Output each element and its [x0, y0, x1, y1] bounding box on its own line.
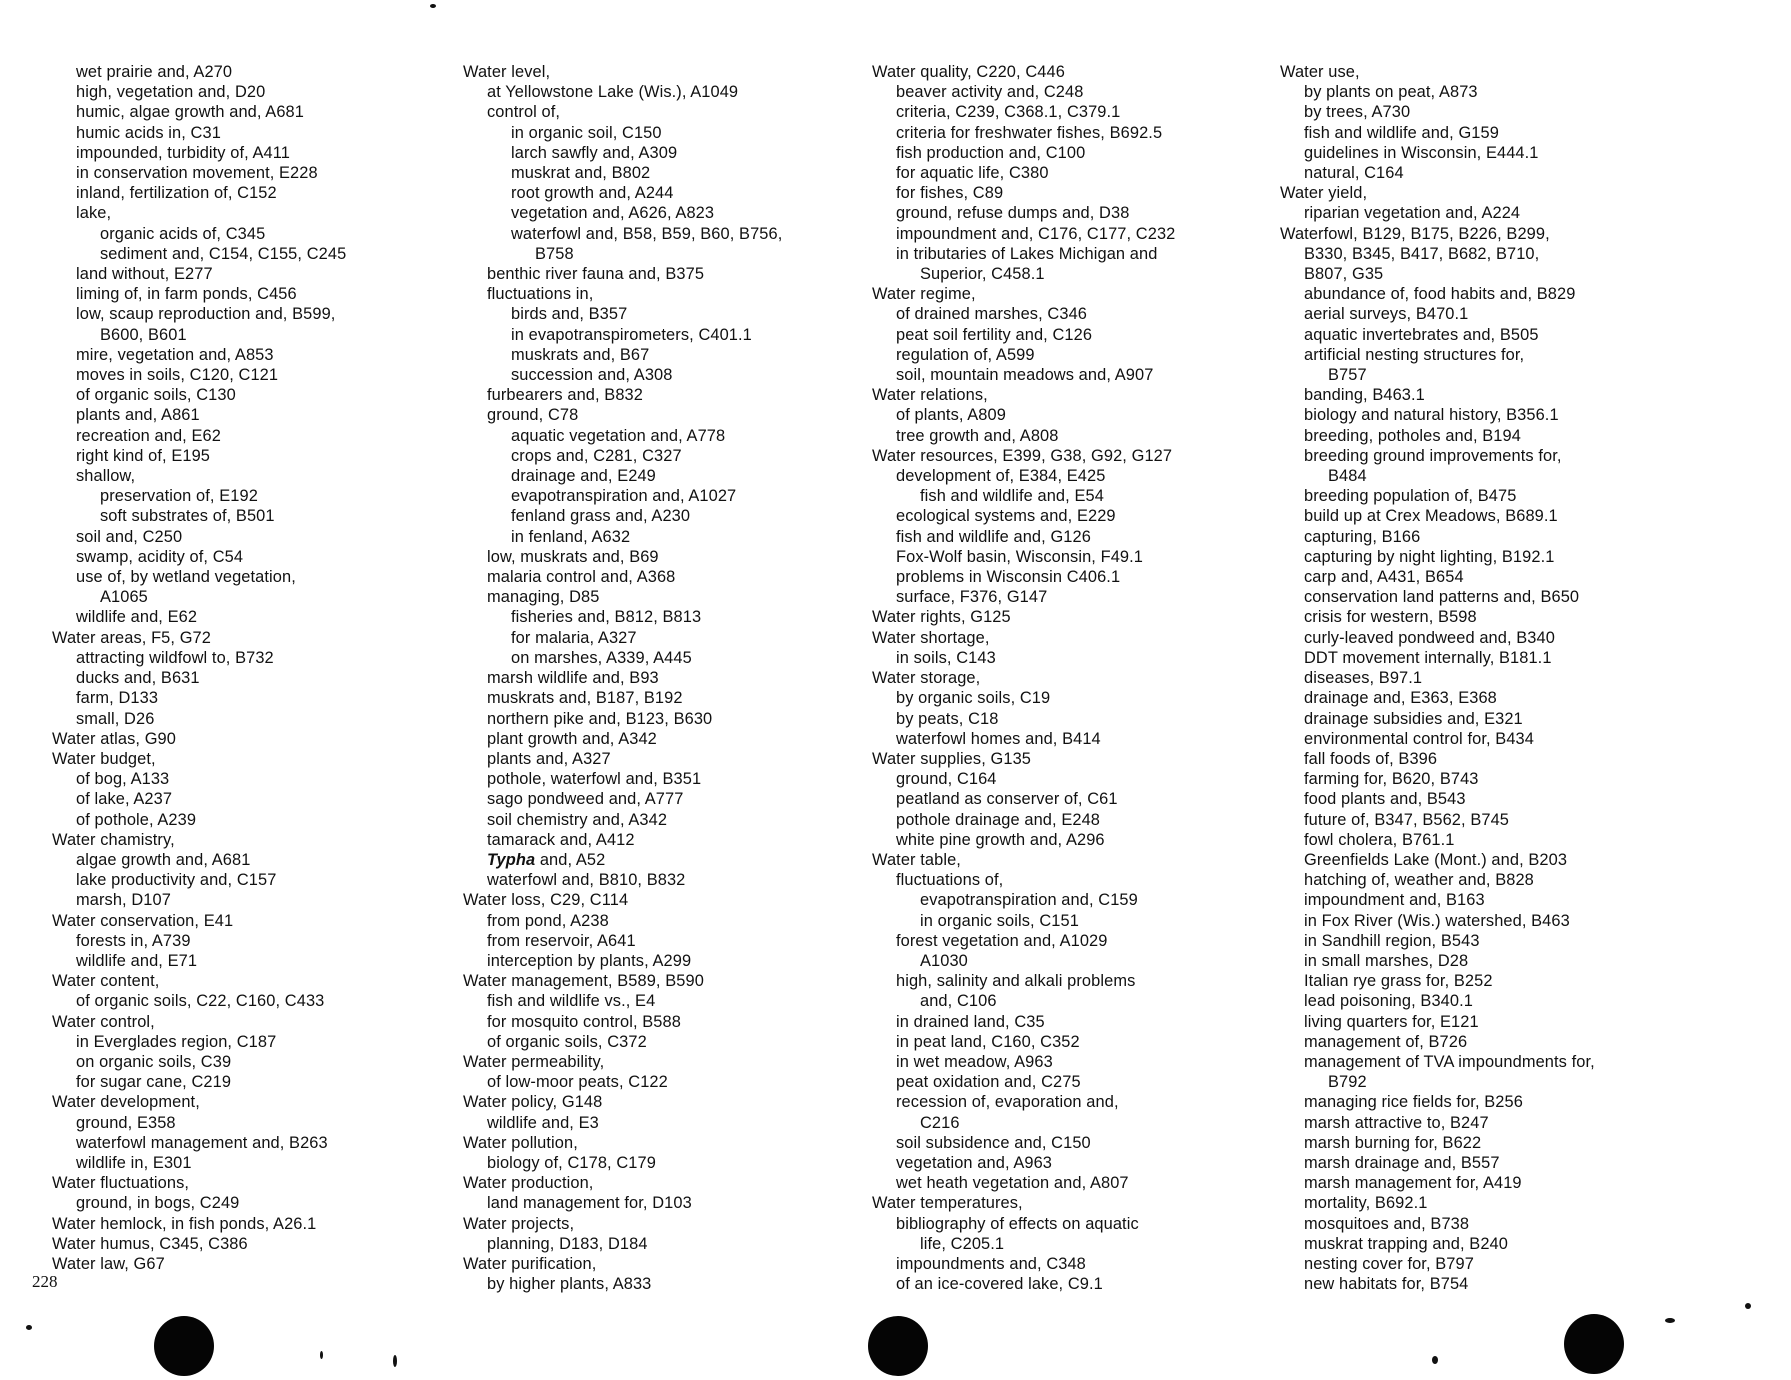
- index-subentry: Fox-Wolf basin, Wisconsin, F49.1: [896, 547, 1144, 566]
- index-subentry: inland, fertilization of, C152: [76, 184, 277, 203]
- punch-hole-right: [1564, 1314, 1624, 1374]
- index-subentry: crops and, C281, C327: [511, 446, 682, 465]
- index-subentry: fisheries and, B812, B813: [511, 608, 702, 627]
- index-subentry: in fenland, A632: [511, 527, 631, 546]
- index-subentry: diseases, B97.1: [1304, 669, 1423, 688]
- index-subentry: ground, C164: [896, 770, 997, 789]
- index-subentry: low, muskrats and, B69: [487, 547, 659, 566]
- index-heading: Water yield,: [1280, 184, 1368, 203]
- index-subentry: managing, D85: [487, 588, 600, 607]
- index-subentry: mosquitoes and, B738: [1304, 1214, 1470, 1233]
- index-heading: Water fluctuations,: [52, 1174, 190, 1193]
- index-subentry: swamp, acidity of, C54: [76, 547, 244, 566]
- index-subentry: impoundments and, C348: [896, 1254, 1086, 1273]
- index-subentry: fish production and, C100: [896, 143, 1086, 162]
- index-subentry: low, scaup reproduction and, B599,: [76, 305, 336, 324]
- scan-speck: [430, 4, 436, 8]
- index-subentry: in peat land, C160, C352: [896, 1032, 1080, 1051]
- index-column-3: [872, 62, 1277, 1294]
- index-subentry: in organic soil, C150: [511, 123, 662, 142]
- index-heading: Water development,: [52, 1093, 200, 1112]
- index-subentry: in drained land, C35: [896, 1012, 1045, 1031]
- index-subentry: development of, E384, E425: [896, 467, 1106, 486]
- index-subentry: capturing, B166: [1304, 527, 1421, 546]
- index-subentry: abundance of, food habits and, B829: [1304, 285, 1576, 304]
- index-subentry: of low-moor peats, C122: [487, 1073, 668, 1092]
- index-subentry: breeding ground improvements for,: [1304, 446, 1562, 465]
- index-subentry: of bog, A133: [76, 770, 170, 789]
- index-heading: Water resources, E399, G38, G92, G127: [872, 446, 1173, 465]
- index-subentry: root growth and, A244: [511, 184, 674, 203]
- index-subentry: birds and, B357: [511, 305, 628, 324]
- index-heading: Water hemlock, in fish ponds, A26.1: [52, 1214, 317, 1233]
- index-heading: Water temperatures,: [872, 1194, 1023, 1213]
- index-subentry: drainage and, E249: [511, 467, 656, 486]
- index-heading: Water table,: [872, 850, 961, 869]
- index-subentry: waterfowl homes and, B414: [896, 729, 1101, 748]
- index-subentry: from reservoir, A641: [487, 931, 636, 950]
- index-heading: Water storage,: [872, 669, 981, 688]
- index-subentry: lake,: [76, 204, 112, 223]
- index-subentry: Superior, C458.1: [920, 265, 1045, 284]
- index-subentry: liming of, in farm ponds, C456: [76, 285, 297, 304]
- index-subentry: benthic river fauna and, B375: [487, 265, 705, 284]
- scan-speck: [26, 1325, 32, 1330]
- index-subentry: use of, by wetland vegetation,: [76, 568, 296, 587]
- index-subentry: marsh, D107: [76, 891, 171, 910]
- index-heading: Water projects,: [463, 1214, 575, 1233]
- index-subentry: regulation of, A599: [896, 345, 1035, 364]
- index-subentry: breeding population of, B475: [1304, 487, 1517, 506]
- index-subentry: mire, vegetation and, A853: [76, 345, 274, 364]
- index-subentry: of lake, A237: [76, 790, 173, 809]
- index-column-4: [1280, 62, 1685, 1294]
- index-subentry: right kind of, E195: [76, 446, 211, 465]
- index-subentry: fowl cholera, B761.1: [1304, 830, 1455, 849]
- page-number: 228: [32, 1272, 58, 1291]
- index-subentry: soft substrates of, B501: [100, 507, 275, 526]
- index-subentry: capturing by night lighting, B192.1: [1304, 547, 1555, 566]
- index-subentry: by trees, A730: [1304, 103, 1411, 122]
- index-subentry: from pond, A238: [487, 911, 609, 930]
- index-subentry: muskrat and, B802: [511, 164, 651, 183]
- index-subentry: environmental control for, B434: [1304, 729, 1534, 748]
- index-subentry: wildlife in, E301: [76, 1153, 192, 1172]
- index-subentry: interception by plants, A299: [487, 951, 692, 970]
- index-subentry: forest vegetation and, A1029: [896, 931, 1108, 950]
- index-subentry: small, D26: [76, 709, 155, 728]
- index-heading: Water pollution,: [463, 1133, 578, 1152]
- index-subentry: in organic soils, C151: [920, 911, 1079, 930]
- index-subentry: criteria for freshwater fishes, B692.5: [896, 123, 1163, 142]
- index-subentry: peat oxidation and, C275: [896, 1073, 1081, 1092]
- index-subentry: farm, D133: [76, 689, 159, 708]
- index-subentry: evapotranspiration and, C159: [920, 891, 1138, 910]
- scan-speck: [393, 1355, 397, 1367]
- index-subentry: A1065: [100, 588, 148, 607]
- index-subentry: waterfowl and, B58, B59, B60, B756,: [511, 224, 783, 243]
- index-subentry: vegetation and, A626, A823: [511, 204, 715, 223]
- index-subentry: fenland grass and, A230: [511, 507, 691, 526]
- index-subentry: at Yellowstone Lake (Wis.), A1049: [487, 83, 739, 102]
- index-subentry: humic, algae growth and, A681: [76, 103, 304, 122]
- index-subentry: marsh management for, A419: [1304, 1174, 1522, 1193]
- index-subentry: lake productivity and, C157: [76, 871, 277, 890]
- index-subentry: humic acids in, C31: [76, 123, 221, 142]
- index-subentry: riparian vegetation and, A224: [1304, 204, 1521, 223]
- index-subentry: curly-leaved pondweed and, B340: [1304, 628, 1555, 647]
- index-subentry: for aquatic life, C380: [896, 164, 1049, 183]
- index-subentry: impoundment and, B163: [1304, 891, 1485, 910]
- index-subentry: high, vegetation and, D20: [76, 83, 266, 102]
- index-subentry: future of, B347, B562, B745: [1304, 810, 1509, 829]
- index-subentry: of organic soils, C372: [487, 1032, 647, 1051]
- index-heading: Water control,: [52, 1012, 155, 1031]
- index-heading: Water rights, G125: [872, 608, 1011, 627]
- index-subentry: A1030: [920, 951, 968, 970]
- index-subentry: in wet meadow, A963: [896, 1052, 1053, 1071]
- scan-speck: [1745, 1303, 1751, 1309]
- punch-hole-left: [154, 1316, 214, 1376]
- index-subentry: fall foods of, B396: [1304, 749, 1438, 768]
- index-subentry: sago pondweed and, A777: [487, 790, 684, 809]
- index-heading: Water management, B589, B590: [463, 972, 704, 991]
- index-heading: Water production,: [463, 1174, 594, 1193]
- index-heading: Water level,: [463, 63, 551, 81]
- index-subentry: crisis for western, B598: [1304, 608, 1477, 627]
- index-subentry: managing rice fields for, B256: [1304, 1093, 1523, 1112]
- index-subentry: shallow,: [76, 467, 136, 486]
- index-subentry: B600, B601: [100, 325, 187, 344]
- index-subentry: moves in soils, C120, C121: [76, 366, 279, 385]
- index-subentry: breeding, potholes and, B194: [1304, 426, 1521, 445]
- index-subentry: of organic soils, C22, C160, C433: [76, 992, 325, 1011]
- index-subentry: in soils, C143: [896, 648, 996, 667]
- index-subentry: by organic soils, C19: [896, 689, 1051, 708]
- index-subentry: of plants, A809: [896, 406, 1006, 425]
- index-subentry: tamarack and, A412: [487, 830, 635, 849]
- index-subentry: by peats, C18: [896, 709, 999, 728]
- index-subentry: artificial nesting structures for,: [1304, 345, 1525, 364]
- index-subentry: of pothole, A239: [76, 810, 197, 829]
- scan-speck: [320, 1351, 323, 1359]
- index-subentry: ground, E358: [76, 1113, 176, 1132]
- index-subentry: aquatic invertebrates and, B505: [1304, 325, 1539, 344]
- index-subentry: furbearers and, B832: [487, 386, 643, 405]
- index-subentry: attracting wildfowl to, B732: [76, 648, 274, 667]
- index-subentry: impounded, turbidity of, A411: [76, 143, 290, 162]
- index-subentry: wildlife and, E62: [76, 608, 198, 627]
- index-subentry: ground, C78: [487, 406, 579, 425]
- index-subentry: wildlife and, E71: [76, 951, 198, 970]
- index-subentry: surface, F376, G147: [896, 588, 1048, 607]
- index-subentry: wet heath vegetation and, A807: [896, 1174, 1129, 1193]
- index-subentry: new habitats for, B754: [1304, 1275, 1469, 1294]
- index-subentry: hatching of, weather and, B828: [1304, 871, 1534, 890]
- index-subentry: B792: [1328, 1073, 1367, 1092]
- index-subentry: algae growth and, A681: [76, 850, 251, 869]
- index-subentry: bibliography of effects on aquatic: [896, 1214, 1139, 1233]
- index-subentry: aerial surveys, B470.1: [1304, 305, 1469, 324]
- index-subentry: marsh wildlife and, B93: [487, 669, 659, 688]
- index-heading: Waterfowl, B129, B175, B226, B299,: [1280, 224, 1550, 243]
- index-subentry: marsh drainage and, B557: [1304, 1153, 1500, 1172]
- index-subentry: B330, B345, B417, B682, B710,: [1304, 244, 1540, 263]
- index-subentry: plants and, A861: [76, 406, 200, 425]
- index-subentry: fish and wildlife vs., E4: [487, 992, 656, 1011]
- index-subentry: management of TVA impoundments for,: [1304, 1052, 1595, 1071]
- index-subentry: pothole drainage and, E248: [896, 810, 1101, 829]
- index-subentry: ground, refuse dumps and, D38: [896, 204, 1130, 223]
- index-subentry: wildlife and, E3: [487, 1113, 599, 1132]
- index-subentry: lead poisoning, B340.1: [1304, 992, 1473, 1011]
- index-subentry: tree growth and, A808: [896, 426, 1059, 445]
- index-heading: Water policy, G148: [463, 1093, 603, 1112]
- index-subentry: high, salinity and alkali problems: [896, 972, 1136, 991]
- index-subentry: C216: [920, 1113, 960, 1132]
- scan-speck: [1432, 1356, 1438, 1364]
- index-heading: Water relations,: [872, 386, 988, 405]
- index-subentry: impoundment and, C176, C177, C232: [896, 224, 1176, 243]
- index-subentry: white pine growth and, A296: [896, 830, 1105, 849]
- index-subentry: drainage subsidies and, E321: [1304, 709, 1523, 728]
- index-heading: Water conservation, E41: [52, 911, 234, 930]
- index-subentry: for sugar cane, C219: [76, 1073, 232, 1092]
- index-subentry: preservation of, E192: [100, 487, 258, 506]
- index-column-2: [463, 62, 868, 1294]
- index-subentry: wet prairie and, A270: [76, 63, 233, 81]
- index-subentry: soil chemistry and, A342: [487, 810, 668, 829]
- index-subentry: problems in Wisconsin C406.1: [896, 568, 1121, 587]
- index-subentry: recession of, evaporation and,: [896, 1093, 1119, 1112]
- index-subentry: fish and wildlife and, E54: [920, 487, 1104, 506]
- index-subentry: living quarters for, E121: [1304, 1012, 1479, 1031]
- index-subentry: muskrat trapping and, B240: [1304, 1234, 1508, 1253]
- index-heading: Water humus, C345, C386: [52, 1234, 248, 1253]
- index-subentry: in conservation movement, E228: [76, 164, 318, 183]
- index-subentry: for fishes, C89: [896, 184, 1004, 203]
- index-subentry: peat soil fertility and, C126: [896, 325, 1093, 344]
- index-subentry: biology of, C178, C179: [487, 1153, 656, 1172]
- index-subentry: plants and, A327: [487, 749, 611, 768]
- index-subentry: in tributaries of Lakes Michigan and: [896, 244, 1158, 263]
- index-subentry: ground, in bogs, C249: [76, 1194, 240, 1213]
- index-subentry: for malaria, A327: [511, 628, 637, 647]
- index-subentry: recreation and, E62: [76, 426, 221, 445]
- index-subentry: life, C205.1: [920, 1234, 1005, 1253]
- index-subentry: and, C106: [920, 992, 997, 1011]
- index-subentry: biology and natural history, B356.1: [1304, 406, 1559, 425]
- index-subentry: in small marshes, D28: [1304, 951, 1469, 970]
- index-subentry: fish and wildlife and, G126: [896, 527, 1091, 546]
- index-subentry: drainage and, E363, E368: [1304, 689, 1497, 708]
- index-heading: Water law, G67: [52, 1254, 165, 1273]
- index-subentry: on marshes, A339, A445: [511, 648, 692, 667]
- index-subentry: B484: [1328, 467, 1367, 486]
- index-subentry: muskrats and, B67: [511, 345, 650, 364]
- index-subentry: organic acids of, C345: [100, 224, 266, 243]
- index-subentry: plant growth and, A342: [487, 729, 657, 748]
- index-subentry: succession and, A308: [511, 366, 673, 385]
- index-heading: Water regime,: [872, 285, 976, 304]
- index-subentry: in Fox River (Wis.) watershed, B463: [1304, 911, 1570, 930]
- index-subentry: by plants on peat, A873: [1304, 83, 1478, 102]
- index-subentry: malaria control and, A368: [487, 568, 676, 587]
- index-subentry: in evapotranspirometers, C401.1: [511, 325, 752, 344]
- index-subentry: muskrats and, B187, B192: [487, 689, 683, 708]
- index-subentry: of organic soils, C130: [76, 386, 236, 405]
- index-heading: Water purification,: [463, 1254, 597, 1273]
- index-heading: Water quality, C220, C446: [872, 63, 1065, 81]
- index-subentry: fish and wildlife and, G159: [1304, 123, 1499, 142]
- index-subentry: conservation land patterns and, B650: [1304, 588, 1580, 607]
- index-subentry: land management for, D103: [487, 1194, 692, 1213]
- index-heading: Water content,: [52, 972, 160, 991]
- index-subentry: management of, B726: [1304, 1032, 1468, 1051]
- index-subentry: guidelines in Wisconsin, E444.1: [1304, 143, 1539, 162]
- index-subentry: peatland as conserver of, C61: [896, 790, 1118, 809]
- index-subentry: Greenfields Lake (Mont.) and, B203: [1304, 850, 1568, 869]
- index-subentry: farming for, B620, B743: [1304, 770, 1479, 789]
- index-subentry: northern pike and, B123, B630: [487, 709, 713, 728]
- index-heading: Water loss, C29, C114: [463, 891, 629, 910]
- index-subentry: soil subsidence and, C150: [896, 1133, 1091, 1152]
- index-heading: Water use,: [1280, 63, 1360, 81]
- index-subentry: Typha and, A52: [487, 850, 606, 869]
- index-subentry: B757: [1328, 366, 1367, 385]
- index-subentry: criteria, C239, C368.1, C379.1: [896, 103, 1121, 122]
- index-subentry: forests in, A739: [76, 931, 191, 950]
- index-subentry: waterfowl management and, B263: [76, 1133, 328, 1152]
- index-subentry: aquatic vegetation and, A778: [511, 426, 726, 445]
- index-subentry: in Everglades region, C187: [76, 1032, 277, 1051]
- index-subentry: ducks and, B631: [76, 669, 200, 688]
- index-subentry: DDT movement internally, B181.1: [1304, 648, 1552, 667]
- index-subentry: planning, D183, D184: [487, 1234, 648, 1253]
- index-subentry: soil and, C250: [76, 527, 183, 546]
- index-subentry: pothole, waterfowl and, B351: [487, 770, 702, 789]
- index-subentry: of drained marshes, C346: [896, 305, 1087, 324]
- index-column-1: [52, 62, 457, 1274]
- index-subentry: B807, G35: [1304, 265, 1384, 284]
- index-subentry: banding, B463.1: [1304, 386, 1425, 405]
- punch-hole-center: [868, 1316, 928, 1376]
- index-subentry: natural, C164: [1304, 164, 1404, 183]
- scan-speck: [1665, 1318, 1675, 1323]
- index-subentry: beaver activity and, C248: [896, 83, 1084, 102]
- index-subentry: food plants and, B543: [1304, 790, 1466, 809]
- index-subentry: in Sandhill region, B543: [1304, 931, 1480, 950]
- index-subentry: B758: [535, 244, 574, 263]
- index-subentry: control of,: [487, 103, 561, 122]
- index-subentry: nesting cover for, B797: [1304, 1254, 1474, 1273]
- index-subentry: ecological systems and, E229: [896, 507, 1116, 526]
- index-heading: Water atlas, G90: [52, 729, 176, 748]
- index-subentry: by higher plants, A833: [487, 1275, 652, 1294]
- index-subentry: mortality, B692.1: [1304, 1194, 1428, 1213]
- index-subentry: build up at Crex Meadows, B689.1: [1304, 507, 1558, 526]
- index-subentry: carp and, A431, B654: [1304, 568, 1464, 587]
- index-subentry: of an ice-covered lake, C9.1: [896, 1275, 1103, 1294]
- index-subentry: larch sawfly and, A309: [511, 143, 678, 162]
- index-subentry: vegetation and, A963: [896, 1153, 1053, 1172]
- index-subentry: Italian rye grass for, B252: [1304, 972, 1493, 991]
- index-heading: Water permeability,: [463, 1052, 605, 1071]
- index-subentry: fluctuations in,: [487, 285, 594, 304]
- index-subentry: waterfowl and, B810, B832: [487, 871, 686, 890]
- index-subentry: soil, mountain meadows and, A907: [896, 366, 1154, 385]
- index-heading: Water areas, F5, G72: [52, 628, 211, 647]
- index-heading: Water shortage,: [872, 628, 990, 647]
- index-subentry: for mosquito control, B588: [487, 1012, 681, 1031]
- index-heading: Water supplies, G135: [872, 749, 1031, 768]
- index-subentry: sediment and, C154, C155, C245: [100, 244, 347, 263]
- index-subentry: land without, E277: [76, 265, 213, 284]
- index-subentry: marsh attractive to, B247: [1304, 1113, 1489, 1132]
- index-heading: Water budget,: [52, 749, 156, 768]
- index-subentry: evapotranspiration and, A1027: [511, 487, 737, 506]
- index-subentry: marsh burning for, B622: [1304, 1133, 1482, 1152]
- index-subentry: on organic soils, C39: [76, 1052, 232, 1071]
- index-subentry: fluctuations of,: [896, 871, 1004, 890]
- index-heading: Water chamistry,: [52, 830, 175, 849]
